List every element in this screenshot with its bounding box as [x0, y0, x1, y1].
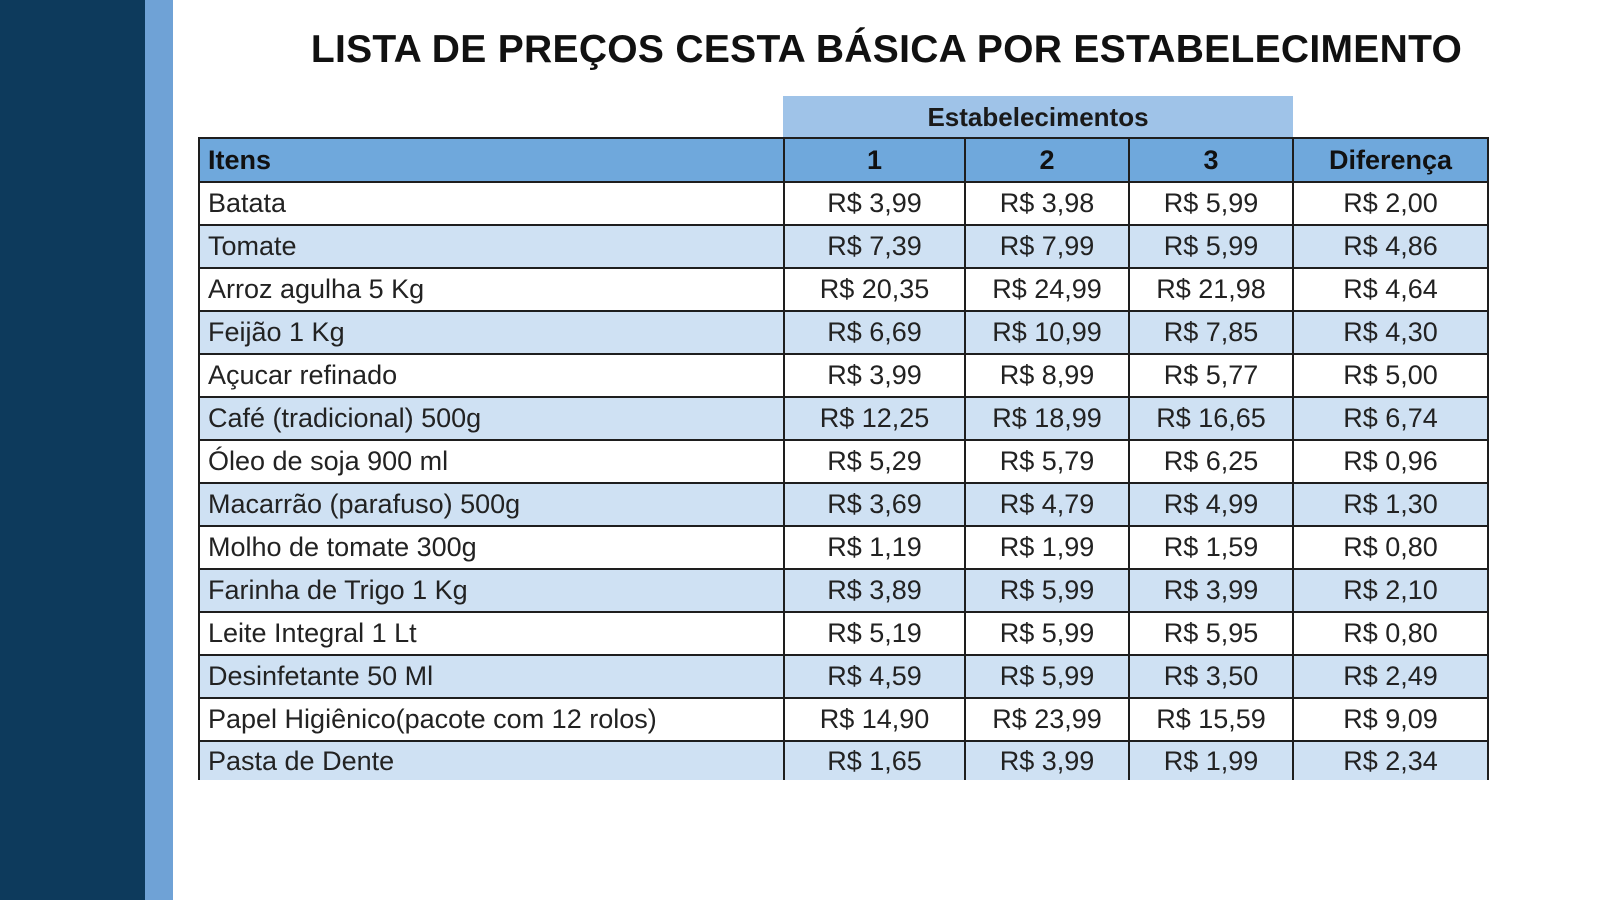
cell-price-difference: R$ 2,34 — [1293, 741, 1488, 780]
table-row — [199, 569, 1488, 612]
cell-item-name: Pasta de Dente — [199, 741, 784, 780]
cell-price-store-1: R$ 3,69 — [784, 483, 965, 526]
cell-price-store-3: R$ 5,95 — [1129, 612, 1293, 655]
cell-item-name: Batata — [199, 182, 784, 225]
cell-item-name: Arroz agulha 5 Kg — [199, 268, 784, 311]
cell-price-store-3: R$ 4,99 — [1129, 483, 1293, 526]
cell-price-store-1: R$ 5,19 — [784, 612, 965, 655]
column-header-store-2: 2 — [965, 138, 1129, 182]
cell-price-store-2: R$ 3,98 — [965, 182, 1129, 225]
cell-price-store-3: R$ 3,50 — [1129, 655, 1293, 698]
cell-price-store-3: R$ 5,77 — [1129, 354, 1293, 397]
cell-price-difference: R$ 0,96 — [1293, 440, 1488, 483]
cell-price-store-1: R$ 3,89 — [784, 569, 965, 612]
establishments-group-header: Estabelecimentos — [783, 96, 1293, 138]
cell-price-store-1: R$ 1,19 — [784, 526, 965, 569]
cell-price-store-2: R$ 5,99 — [965, 569, 1129, 612]
cell-price-store-1: R$ 4,59 — [784, 655, 965, 698]
cell-price-store-1: R$ 1,65 — [784, 741, 965, 780]
cell-price-store-3: R$ 16,65 — [1129, 397, 1293, 440]
table-row — [199, 483, 1488, 526]
cell-price-store-1: R$ 12,25 — [784, 397, 965, 440]
cell-price-store-1: R$ 14,90 — [784, 698, 965, 741]
cell-price-store-1: R$ 3,99 — [784, 354, 965, 397]
cell-price-store-1: R$ 5,29 — [784, 440, 965, 483]
cell-item-name: Tomate — [199, 225, 784, 268]
table-row — [199, 741, 1488, 780]
cell-price-store-2: R$ 1,99 — [965, 526, 1129, 569]
price-table — [198, 137, 1489, 780]
table-row — [199, 182, 1488, 225]
cell-price-difference: R$ 2,10 — [1293, 569, 1488, 612]
cell-price-store-3: R$ 7,85 — [1129, 311, 1293, 354]
cell-price-difference: R$ 5,00 — [1293, 354, 1488, 397]
table-row — [199, 440, 1488, 483]
table-header-row — [199, 138, 1488, 182]
left-accent-bar-dark — [0, 0, 145, 900]
cell-price-difference: R$ 6,74 — [1293, 397, 1488, 440]
cell-price-store-1: R$ 3,99 — [784, 182, 965, 225]
table-row — [199, 698, 1488, 741]
table-row — [199, 397, 1488, 440]
cell-price-store-3: R$ 6,25 — [1129, 440, 1293, 483]
cell-item-name: Papel Higiênico(pacote com 12 rolos) — [199, 698, 784, 741]
cell-price-store-3: R$ 1,99 — [1129, 741, 1293, 780]
cell-item-name: Leite Integral 1 Lt — [199, 612, 784, 655]
table-row — [199, 311, 1488, 354]
cell-price-store-1: R$ 7,39 — [784, 225, 965, 268]
cell-price-store-1: R$ 20,35 — [784, 268, 965, 311]
table-row — [199, 354, 1488, 397]
cell-price-store-2: R$ 23,99 — [965, 698, 1129, 741]
cell-price-store-2: R$ 5,99 — [965, 612, 1129, 655]
cell-item-name: Óleo de soja 900 ml — [199, 440, 784, 483]
cell-price-store-2: R$ 24,99 — [965, 268, 1129, 311]
cell-price-store-3: R$ 15,59 — [1129, 698, 1293, 741]
cell-price-store-3: R$ 1,59 — [1129, 526, 1293, 569]
column-header-items: Itens — [199, 138, 784, 182]
cell-item-name: Farinha de Trigo 1 Kg — [199, 569, 784, 612]
cell-price-store-2: R$ 7,99 — [965, 225, 1129, 268]
table-row — [199, 612, 1488, 655]
column-header-store-3: 3 — [1129, 138, 1293, 182]
left-accent-bar-light — [145, 0, 173, 900]
cell-price-difference: R$ 2,00 — [1293, 182, 1488, 225]
column-header-difference: Diferença — [1293, 138, 1488, 182]
cell-price-store-2: R$ 10,99 — [965, 311, 1129, 354]
cell-price-difference: R$ 1,30 — [1293, 483, 1488, 526]
column-header-store-1: 1 — [784, 138, 965, 182]
cell-price-store-2: R$ 3,99 — [965, 741, 1129, 780]
cell-price-difference: R$ 0,80 — [1293, 526, 1488, 569]
table-row — [199, 655, 1488, 698]
cell-price-difference: R$ 2,49 — [1293, 655, 1488, 698]
cell-price-difference: R$ 4,64 — [1293, 268, 1488, 311]
cell-price-store-2: R$ 8,99 — [965, 354, 1129, 397]
cell-item-name: Macarrão (parafuso) 500g — [199, 483, 784, 526]
cell-price-difference: R$ 0,80 — [1293, 612, 1488, 655]
cell-price-store-2: R$ 18,99 — [965, 397, 1129, 440]
cell-item-name: Molho de tomate 300g — [199, 526, 784, 569]
cell-price-store-3: R$ 5,99 — [1129, 182, 1293, 225]
cell-price-difference: R$ 4,86 — [1293, 225, 1488, 268]
cell-price-store-3: R$ 21,98 — [1129, 268, 1293, 311]
cell-price-difference: R$ 4,30 — [1293, 311, 1488, 354]
page-title: LISTA DE PREÇOS CESTA BÁSICA POR ESTABELECIMENTO — [310, 28, 1463, 71]
cell-price-store-2: R$ 5,99 — [965, 655, 1129, 698]
cell-price-store-1: R$ 6,69 — [784, 311, 965, 354]
cell-price-store-2: R$ 4,79 — [965, 483, 1129, 526]
cell-item-name: Feijão 1 Kg — [199, 311, 784, 354]
table-body — [199, 182, 1488, 780]
cell-price-store-3: R$ 5,99 — [1129, 225, 1293, 268]
cell-price-store-3: R$ 3,99 — [1129, 569, 1293, 612]
cell-price-store-2: R$ 5,79 — [965, 440, 1129, 483]
cell-item-name: Desinfetante 50 Ml — [199, 655, 784, 698]
table-row — [199, 225, 1488, 268]
cell-item-name: Açucar refinado — [199, 354, 784, 397]
table-row — [199, 268, 1488, 311]
cell-item-name: Café (tradicional) 500g — [199, 397, 784, 440]
table-row — [199, 526, 1488, 569]
cell-price-difference: R$ 9,09 — [1293, 698, 1488, 741]
